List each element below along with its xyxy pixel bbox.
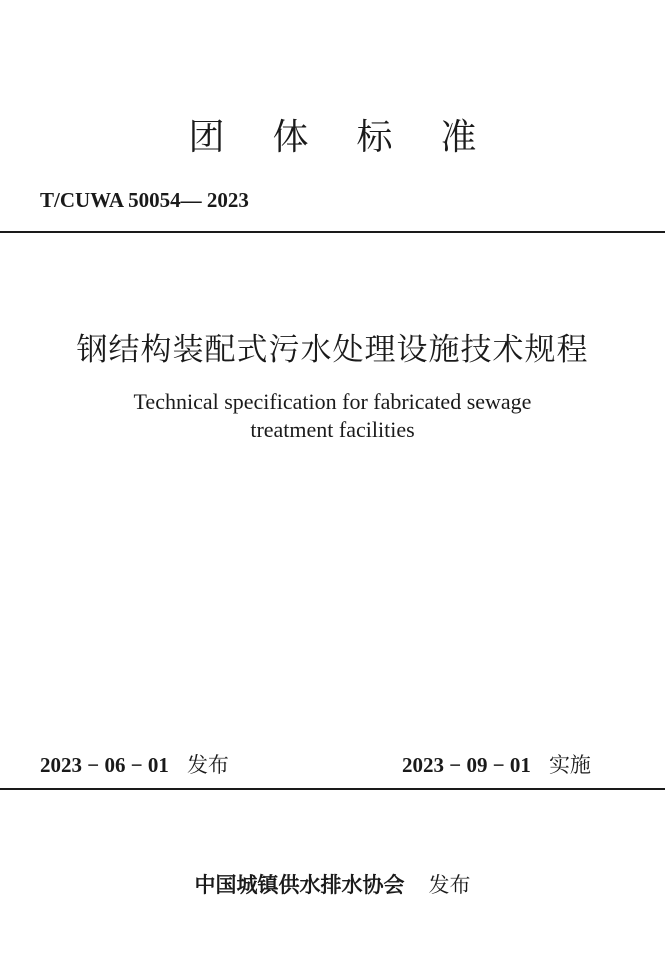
issue-date: 2023 − 06 − 01 xyxy=(40,753,169,777)
publisher-line xyxy=(0,870,665,900)
standard-number: T/CUWA 50054— 2023 xyxy=(40,188,249,212)
english-title-line-2: treatment facilities xyxy=(250,417,415,442)
issue-date-row xyxy=(40,750,229,780)
document-title-english xyxy=(0,388,665,444)
implementation-date-row xyxy=(402,750,591,780)
implementation-label: 实施 xyxy=(548,753,591,777)
standard-type-heading: 团体标准 xyxy=(188,117,525,158)
document-title-chinese: 钢结构装配式污水处理设施技术规程 xyxy=(76,332,589,368)
english-title-line-1: Technical specification for fabricated sewage xyxy=(133,389,532,414)
implementation-date: 2023 − 09 − 01 xyxy=(402,753,531,777)
issue-label: 发布 xyxy=(186,753,229,777)
publisher-action: 发布 xyxy=(428,873,471,897)
top-divider xyxy=(0,231,665,233)
publisher-name: 中国城镇供水排水协会 xyxy=(194,873,405,897)
bottom-divider xyxy=(0,788,665,790)
